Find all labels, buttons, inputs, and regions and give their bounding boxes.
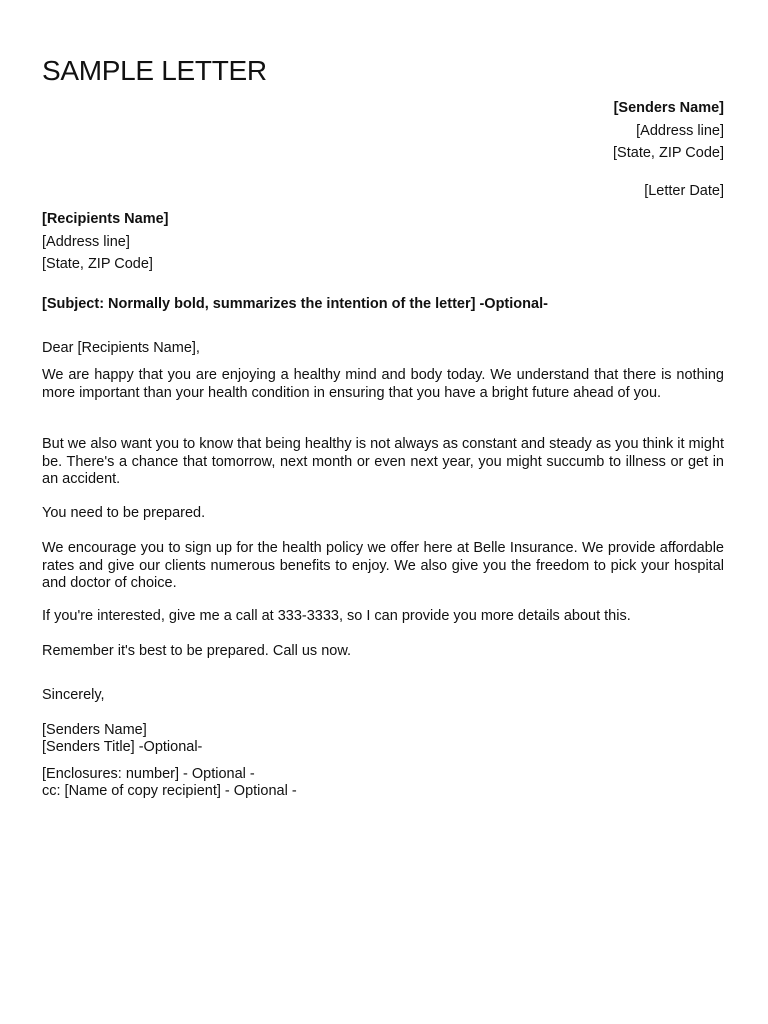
signature-name: [Senders Name] [42,722,147,738]
sender-address-line: [Address line] [636,122,724,139]
enclosures-line: [Enclosures: number] - Optional - [42,766,255,782]
letter-date: [Letter Date] [644,183,724,199]
cc-line: cc: [Name of copy recipient] - Optional - [42,783,297,799]
signature-title: [Senders Title] -Optional- [42,739,203,755]
subject-line: [Subject: Normally bold, summarizes the intention of the letter] -Optional- [42,296,548,312]
body-paragraph-2: But we also want you to know that being healthy is not always as constant and steady as you think it might be. There's a chance that tomorrow, next month or even next year, you might succumb to illness or get in an accident. [42,436,724,487]
closing: Sincerely, [42,687,105,703]
sender-block [613,97,724,165]
sender-state-zip: [State, ZIP Code] [613,145,724,161]
body-paragraph-4: We encourage you to sign up for the health policy we offer here at Belle Insurance. We provide affordable rates and give our clients numerous benefits to enjoy. We also give you the freedom to pick your hospital and doctor of choice. [42,540,724,591]
letter-title: SAMPLE LETTER [42,55,267,86]
recipient-state-zip: [State, ZIP Code] [42,256,153,272]
sender-name: [Senders Name] [613,100,724,116]
body-paragraph-3: You need to be prepared. [42,505,206,521]
recipient-block [42,208,169,276]
body-paragraph-5: If you're interested, give me a call at 333-3333, so I can provide you more details about this. [42,608,631,624]
body-paragraph-1: We are happy that you are enjoying a healthy mind and body today. We understand that there is nothing more important than your health condition in ensuring that you have a bright future ahead of you. [42,367,724,401]
body-paragraph-6: Remember it's best to be prepared. Call us now. [42,643,352,659]
recipient-name: [Recipients Name] [42,211,169,227]
salutation: Dear [Recipients Name], [42,340,200,356]
recipient-address-line: [Address line] [42,233,130,250]
